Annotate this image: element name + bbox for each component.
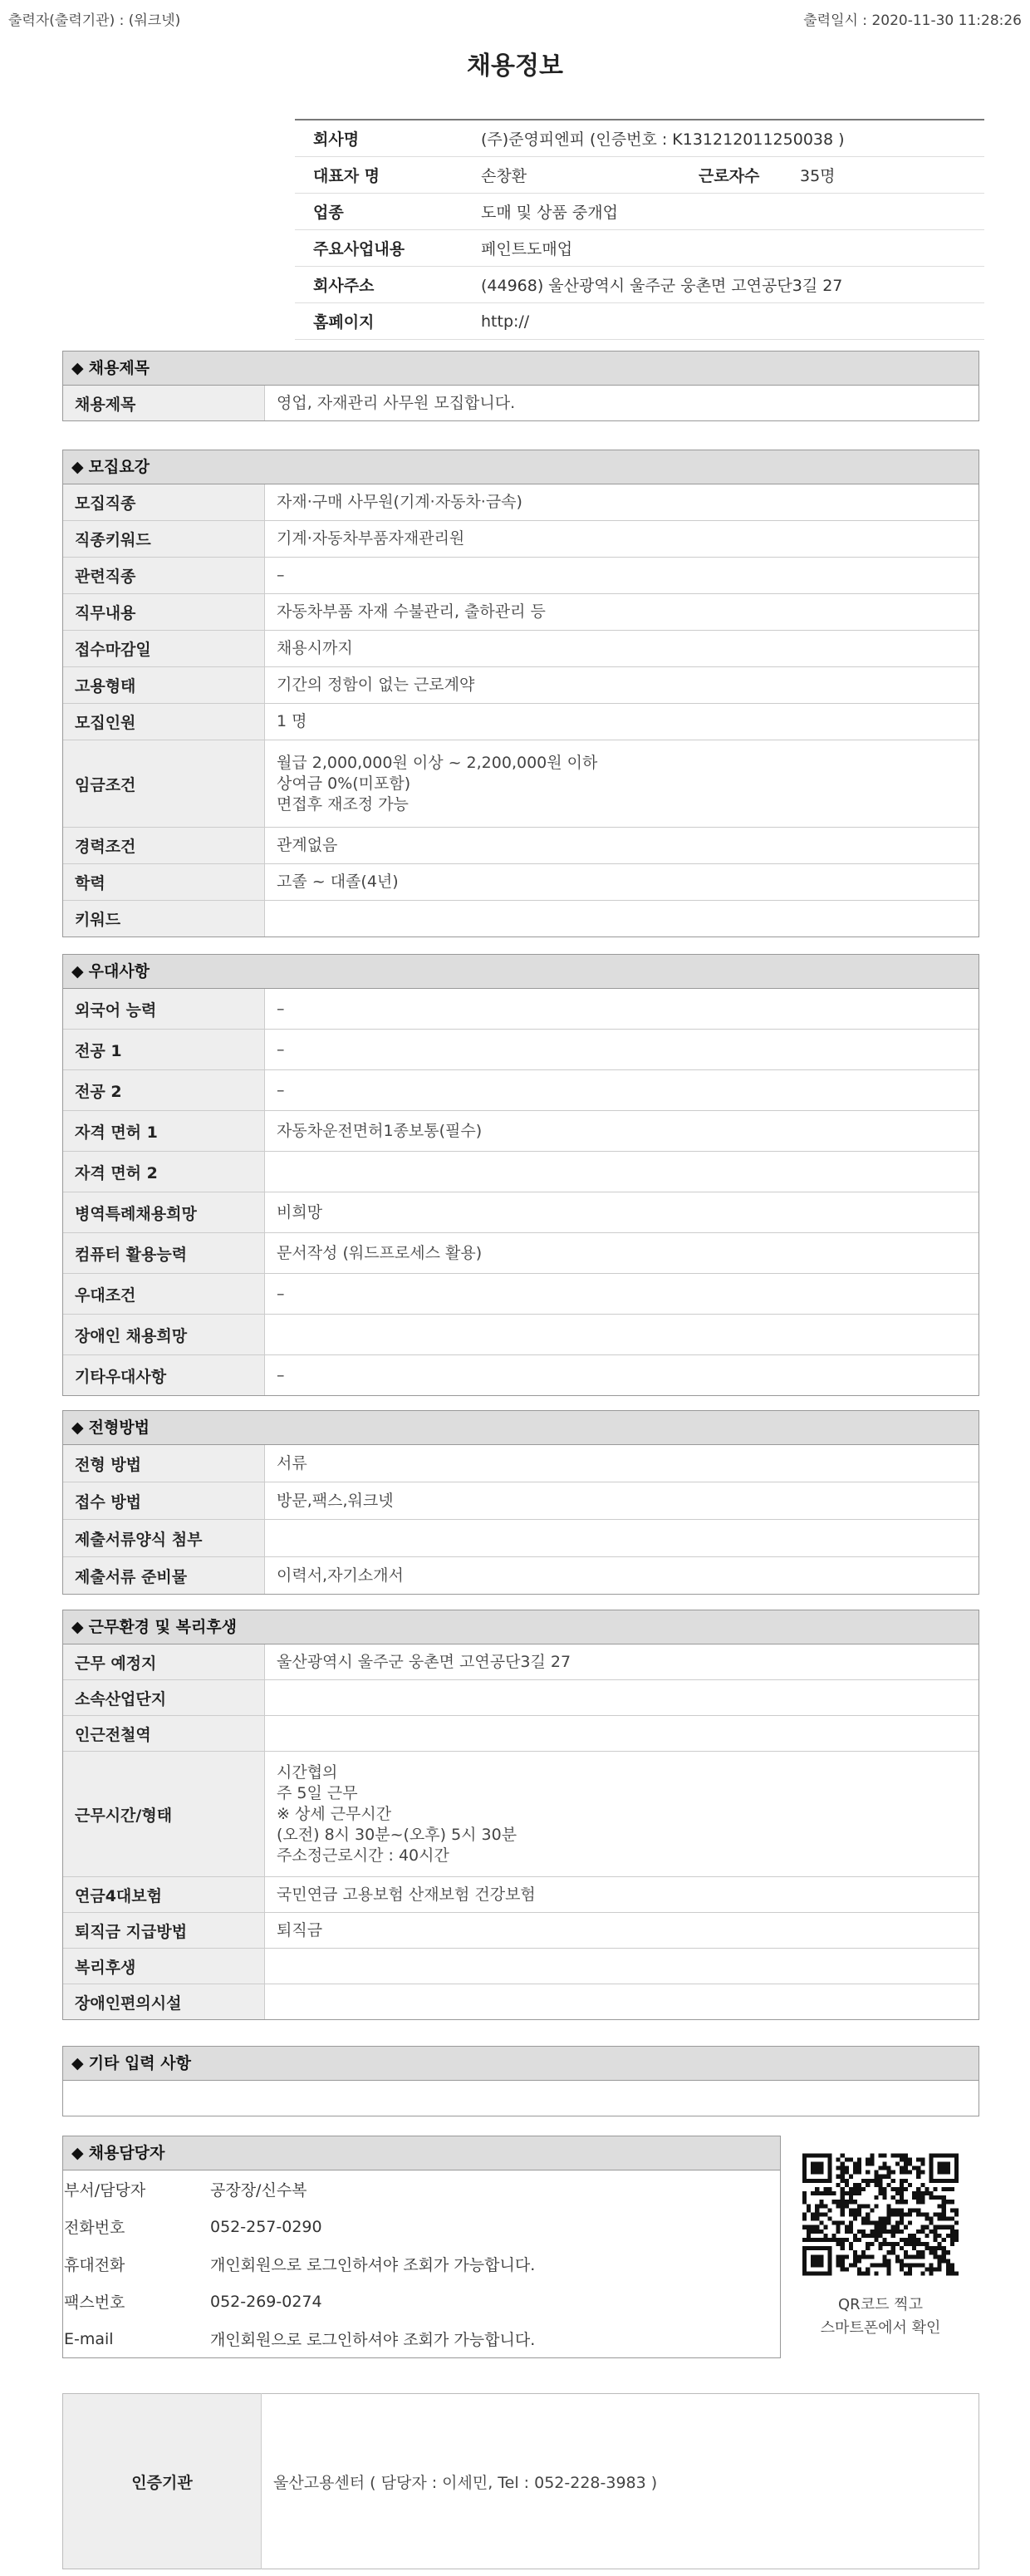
work-environment-section-title: 근무환경 및 복리후생 — [88, 1618, 238, 1636]
row-value: 시간협의 주 5일 근무 ※ 상세 근무시간 (오전) 8시 30분~(오후) 5시 30분 주소정근로시간 : 40시간 — [265, 1752, 979, 1877]
row-label: 전형 방법 — [63, 1445, 265, 1482]
contact-row — [63, 2283, 536, 2320]
table-row — [63, 1482, 978, 1520]
table-row — [63, 1520, 978, 1557]
contact-value: 052-257-0290 — [210, 2217, 322, 2236]
contact-label: E-mail — [64, 2329, 114, 2348]
row-label: 퇴직금 지급방법 — [63, 1913, 265, 1949]
row-label: 접수마감일 — [63, 631, 265, 667]
company-name-value: (주)준영피엔피 (인증번호 : K131212011250038 ) — [476, 120, 984, 157]
row-label: 자격 면허 1 — [63, 1111, 265, 1152]
diamond-icon: ◆ — [71, 359, 84, 377]
row-value: 영업, 자재관리 사무원 모집합니다. — [277, 393, 516, 412]
row-label: 연금4대보험 — [63, 1877, 265, 1913]
table-row — [63, 1192, 978, 1233]
row-label: 소속산업단지 — [63, 1680, 265, 1716]
contact-label: 부서/담당자 — [64, 2181, 146, 2200]
preference-section-title: 우대사항 — [88, 962, 150, 981]
table-row — [63, 521, 978, 558]
other-info-section-title: 기타 입력 사항 — [88, 2054, 191, 2072]
row-value: – — [265, 1070, 979, 1111]
row-label: 자격 면허 2 — [63, 1152, 265, 1192]
work-environment-table — [63, 1644, 978, 2019]
table-row — [63, 386, 978, 420]
workers-value: 35명 — [795, 157, 984, 194]
contact-section-header — [63, 2136, 780, 2170]
contact-row — [63, 2208, 536, 2245]
row-label: 임금조건 — [63, 740, 265, 828]
row-label: 근무 예정지 — [63, 1644, 265, 1680]
row-value: 이력서,자기소개서 — [265, 1557, 979, 1595]
row-label: 고용형태 — [63, 667, 265, 704]
row-label: 복리후생 — [63, 1949, 265, 1984]
row-value: – — [277, 999, 285, 1018]
row-value: 자동차운전면허1종보통(필수) — [265, 1111, 979, 1152]
row-value: 자재·구매 사무원(기계·자동차·금속) — [277, 493, 522, 511]
row-value: – — [265, 1355, 979, 1396]
business-label: 주요사업내용 — [295, 230, 476, 267]
recruit-guide-section — [62, 450, 979, 937]
row-label: 모집직종 — [63, 484, 265, 521]
recruit-title-section-title: 채용제목 — [88, 359, 150, 377]
row-value: – — [265, 1274, 979, 1315]
contact-row — [63, 2170, 536, 2208]
table-row — [63, 864, 978, 901]
company-name-row — [295, 120, 984, 157]
row-value — [265, 1152, 979, 1192]
table-row — [63, 1680, 978, 1716]
table-row — [63, 828, 978, 864]
business-value: 페인트도매업 — [476, 230, 984, 267]
qr-code-icon — [802, 2152, 959, 2277]
table-row — [63, 1070, 978, 1111]
table-row — [63, 1716, 978, 1752]
company-homepage-row — [295, 303, 984, 340]
row-value — [265, 1520, 979, 1557]
address-value: (44968) 울산광역시 울주군 웅촌면 고연공단3길 27 — [476, 267, 984, 303]
row-label: 전공 1 — [63, 1030, 265, 1070]
recruit-guide-section-title: 모집요강 — [88, 458, 150, 476]
table-row — [63, 704, 978, 740]
contact-row — [63, 2320, 536, 2357]
work-environment-section — [62, 1610, 979, 2020]
row-value: 채용시까지 — [265, 631, 979, 667]
address-label: 회사주소 — [295, 267, 476, 303]
row-label: 관련직종 — [63, 558, 265, 594]
row-label: 장애인 채용희망 — [63, 1315, 265, 1355]
work-environment-section-header — [63, 1610, 978, 1644]
row-label: 직무내용 — [63, 594, 265, 631]
row-label: 근무시간/형태 — [63, 1752, 265, 1877]
page-title: 채용정보 — [467, 52, 563, 81]
other-info-section-header — [63, 2047, 978, 2081]
company-business-row — [295, 230, 984, 267]
row-value: 1 명 — [265, 704, 979, 740]
table-row — [63, 740, 978, 828]
table-row — [63, 631, 978, 667]
row-value: – — [265, 1030, 979, 1070]
preference-section-header — [63, 955, 978, 989]
table-row — [63, 484, 978, 521]
company-name-label: 회사명 — [295, 120, 476, 157]
recruit-guide-table — [63, 484, 978, 937]
certification-table — [62, 2393, 979, 2569]
row-value: 울산광역시 울주군 웅촌면 고연공단3길 27 — [277, 1652, 571, 1671]
row-value: 고졸 ~ 대졸(4년) — [265, 864, 979, 901]
table-row — [63, 1233, 978, 1274]
selection-method-section-title: 전형방법 — [88, 1418, 150, 1437]
row-label: 경력조건 — [63, 828, 265, 864]
diamond-icon: ◆ — [71, 458, 84, 476]
row-label: 컴퓨터 활용능력 — [63, 1233, 265, 1274]
row-value — [265, 1716, 979, 1752]
print-date-text: 출력일시 : 2020-11-30 11:28:26 — [803, 12, 1022, 29]
diamond-icon: ◆ — [71, 2144, 84, 2162]
row-value: – — [265, 558, 979, 594]
row-value: 월급 2,000,000원 이상 ~ 2,200,000원 이하 상여금 0%(미포함) 면접후 재조정 가능 — [265, 740, 979, 828]
other-info-empty-body — [63, 2081, 978, 2116]
table-row — [63, 594, 978, 631]
table-row — [63, 1949, 978, 1984]
representative-value: 손창환 — [476, 157, 694, 194]
recruit-guide-section-header — [63, 450, 978, 484]
row-label: 모집인원 — [63, 704, 265, 740]
table-row — [63, 1274, 978, 1315]
row-label: 우대조건 — [63, 1274, 265, 1315]
table-row — [63, 1644, 978, 1680]
contact-value: 052-269-0274 — [210, 2292, 322, 2311]
row-value: 방문,팩스,워크넷 — [265, 1482, 979, 1520]
table-row — [63, 1984, 978, 2020]
selection-method-table — [63, 1445, 978, 1594]
print-origin-text: 출력자(출력기관) : (워크넷) — [8, 12, 181, 29]
row-value: 문서작성 (워드프로세스 활용) — [265, 1233, 979, 1274]
table-row — [63, 1111, 978, 1152]
table-row — [63, 989, 978, 1030]
preference-table — [63, 989, 978, 1395]
table-row — [63, 1913, 978, 1949]
row-label: 접수 방법 — [63, 1482, 265, 1520]
contact-table — [63, 2170, 536, 2357]
table-row — [63, 1445, 978, 1482]
contact-label: 휴대전화 — [64, 2256, 125, 2274]
company-rep-row — [295, 157, 984, 194]
diamond-icon: ◆ — [71, 1618, 84, 1636]
row-label: 직종키워드 — [63, 521, 265, 558]
row-value: 서류 — [277, 1453, 307, 1472]
row-label: 학력 — [63, 864, 265, 901]
contact-label: 전화번호 — [64, 2219, 125, 2237]
preference-section — [62, 954, 979, 1396]
table-row — [63, 1152, 978, 1192]
row-value: 기간의 정함이 없는 근로계약 — [265, 667, 979, 704]
row-value: 비희망 — [265, 1192, 979, 1233]
table-row — [63, 1557, 978, 1595]
contact-value: 개인회원으로 로그인하셔야 조회가 가능합니다. — [210, 2331, 536, 2349]
row-value: 관계없음 — [265, 828, 979, 864]
contact-label: 팩스번호 — [64, 2293, 125, 2312]
row-label: 외국어 능력 — [63, 989, 265, 1030]
row-value — [265, 1949, 979, 1984]
recruit-title-section — [62, 351, 979, 421]
row-value: 국민연금 고용보험 산재보험 건강보험 — [265, 1877, 979, 1913]
contact-value: 공장장/신수복 — [210, 2181, 307, 2200]
industry-label: 업종 — [295, 194, 476, 230]
row-value — [265, 1984, 979, 2020]
homepage-label: 홈페이지 — [295, 303, 476, 340]
industry-value: 도매 및 상품 중개업 — [476, 194, 984, 230]
contact-section-title: 채용담당자 — [88, 2144, 165, 2162]
diamond-icon: ◆ — [71, 962, 84, 981]
row-label: 제출서류양식 첨부 — [63, 1520, 265, 1557]
table-row — [63, 558, 978, 594]
other-info-section — [62, 2046, 979, 2116]
recruit-title-section-header — [63, 351, 978, 386]
row-label: 키워드 — [63, 901, 265, 937]
row-label: 병역특례채용희망 — [63, 1192, 265, 1233]
table-row — [63, 1030, 978, 1070]
table-row — [63, 1355, 978, 1396]
certification-label: 인증기관 — [63, 2394, 262, 2569]
company-info-table — [295, 119, 984, 340]
row-value: 퇴직금 — [265, 1913, 979, 1949]
workers-label: 근로자수 — [694, 157, 795, 194]
row-label: 인근전철역 — [63, 1716, 265, 1752]
row-value — [265, 1315, 979, 1355]
certification-row — [63, 2394, 979, 2569]
diamond-icon: ◆ — [71, 2054, 84, 2072]
recruit-title-table — [63, 386, 978, 420]
representative-label: 대표자 명 — [295, 157, 476, 194]
table-row — [63, 1752, 978, 1877]
selection-method-section-header — [63, 1411, 978, 1445]
table-row — [63, 1877, 978, 1913]
contact-value: 개인회원으로 로그인하셔야 조회가 가능합니다. — [210, 2256, 536, 2274]
row-value — [265, 1680, 979, 1716]
certification-value: 울산고용센터 ( 담당자 : 이세민, Tel : 052-228-3983 ) — [273, 2473, 658, 2492]
contact-section — [62, 2136, 781, 2358]
row-label: 채용제목 — [63, 386, 265, 420]
selection-method-section — [62, 1410, 979, 1595]
company-address-row — [295, 267, 984, 303]
homepage-link[interactable]: http:// — [476, 303, 984, 340]
row-label: 기타우대사항 — [63, 1355, 265, 1396]
table-row — [63, 1315, 978, 1355]
row-label: 제출서류 준비물 — [63, 1557, 265, 1595]
row-value: 자동차부품 자재 수불관리, 출하관리 등 — [265, 594, 979, 631]
row-value: 기계·자동차부품자재관리원 — [265, 521, 979, 558]
table-row — [63, 901, 978, 937]
row-value — [265, 901, 979, 937]
company-industry-row — [295, 194, 984, 230]
row-label: 전공 2 — [63, 1070, 265, 1111]
row-label: 장애인편의시설 — [63, 1984, 265, 2020]
table-row — [63, 667, 978, 704]
contact-row — [63, 2245, 536, 2283]
diamond-icon: ◆ — [71, 1418, 84, 1437]
qr-caption: QR코드 찍고 스마트폰에서 확인 — [820, 2296, 941, 2337]
